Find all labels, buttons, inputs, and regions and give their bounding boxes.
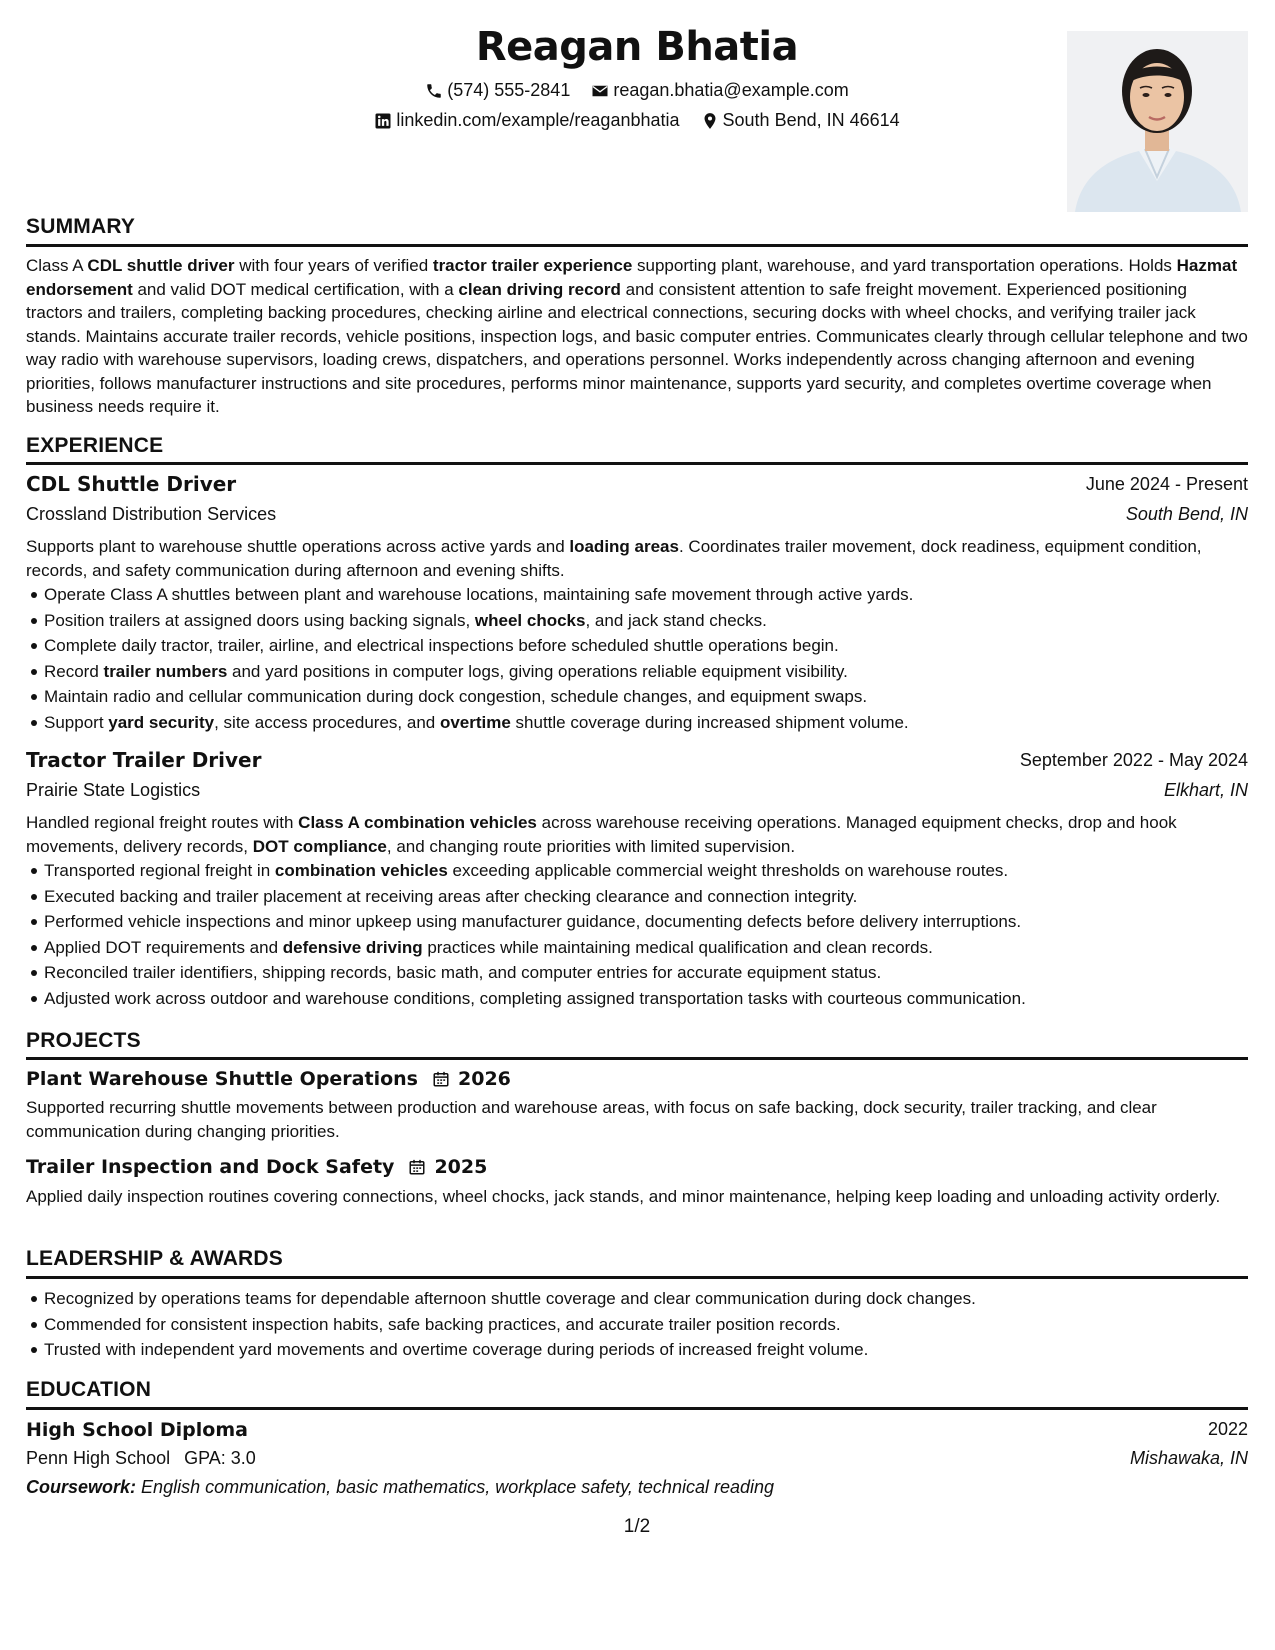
text-run: Executed backing and trailer placement at receiving areas after checking clearance and connection integrity. (44, 886, 858, 906)
emphasis-text: tractor trailer experience (432, 256, 633, 275)
location-contact (701, 110, 900, 131)
text-run: , and changing route priorities with limited supervision. (386, 836, 796, 856)
text-run: and yard positions in computer logs, giving operations reliable equipment visibility. (227, 661, 848, 681)
list-item (44, 960, 1266, 986)
linkedin-text[interactable]: linkedin.com/example/reaganbhatia (396, 110, 680, 130)
leadership-divider (26, 1276, 1248, 1279)
text-run: and consistent attention to safe freight movement. Experienced positioning tractors and trailers, completing backing procedures, checking airline and electrical connections, securing docks with wheel chocks, and verifying trailer jack stands. Maintains accurate trailer records, vehicle positions, inspection logs, and basic computer entries. Communicates clearly through cellular telephone and two way radio with warehouse supervisors, loading crews, dispatchers, and operations personnel. Works independently across changing afternoon and evening priorities, follows manufacturer instructions and site procedures, performs minor maintenance, supports yard security, and completes overtime coverage when business needs require it. (26, 279, 1248, 416)
text-run: Record (44, 661, 104, 681)
text-run: . Coordinates trailer movement, dock readiness, equipment condition, records, and safety communication during afternoon and evening shifts. (26, 537, 1202, 580)
summary-text (26, 254, 1248, 419)
text-run: with four years of verified (234, 256, 433, 275)
summary-divider (26, 244, 1248, 247)
summary-heading: SUMMARY (26, 215, 136, 238)
coursework-label: Coursework: (26, 1477, 137, 1497)
text-run: Support (44, 712, 109, 732)
calendar-icon (408, 1158, 426, 1176)
candidate-name: Reagan Bhatia (475, 24, 799, 70)
linkedin-icon (374, 112, 392, 130)
emphasis-text: wheel chocks (474, 610, 586, 630)
project-description: Applied daily inspection routines covering connections, wheel chocks, jack stands, and minor maintenance, helping keep loading and unloading activity orderly. (26, 1187, 1221, 1206)
page-number: 1/2 (623, 1516, 651, 1537)
text-run: Handled regional freight routes with (26, 813, 299, 832)
project-description: Supported recurring shuttle movements between production and warehouse areas, with focus on safe backing, dock security, trailer tracking, and clear communication during changing priorities. (26, 1098, 1157, 1141)
phone-contact (425, 80, 570, 101)
text-run: Operate Class A shuttles between plant and warehouse locations, maintaining safe movement through active yards. (44, 585, 914, 604)
text-run: practices while maintaining medical qualification and clean records. (422, 937, 933, 957)
profile-photo (1067, 31, 1248, 212)
text-run: Applied DOT requirements and (44, 937, 283, 957)
text-run: shuttle coverage during increased shipment volume. (510, 712, 909, 732)
list-item: Recognized by operations teams for dependable afternoon shuttle coverage and clear communication during dock changes. (44, 1286, 1266, 1312)
emphasis-text: DOT compliance (252, 836, 387, 856)
emphasis-text: loading areas (569, 537, 679, 556)
emphasis-text: Hazmat endorsement (26, 256, 1238, 299)
leadership-heading: LEADERSHIP & AWARDS (26, 1247, 283, 1270)
job-title: CDL Shuttle Driver (26, 472, 237, 496)
emphasis-text: trailer numbers (103, 661, 228, 681)
list-item (44, 884, 1266, 910)
job-description (26, 811, 1248, 858)
emphasis-text: yard security (108, 712, 215, 732)
list-item (44, 858, 1266, 884)
text-run: Position trailers at assigned doors using backing signals, (44, 610, 475, 630)
text-run: Reconciled trailer identifiers, shipping records, basic math, and computer entries for accurate equipment status. (44, 963, 882, 982)
school-location: Mishawaka, IN (1129, 1448, 1248, 1468)
envelope-icon (591, 82, 609, 100)
job-bullet-list (26, 858, 1266, 1011)
email-text[interactable]: reagan.bhatia@example.com (613, 80, 849, 100)
contact-row-2 (26, 110, 1248, 135)
text-run: Maintain radio and cellular communication during dock congestion, schedule changes, and equipment swaps. (44, 687, 868, 706)
list-item: Commended for consistent inspection habits, safe backing practices, and accurate trailer position records. (44, 1312, 1266, 1338)
list-item (44, 659, 1266, 685)
job-location: South Bend, IN (1125, 504, 1248, 524)
list-item (44, 935, 1266, 961)
list-item (44, 909, 1266, 935)
text-run: Transported regional freight in (44, 861, 275, 880)
list-item (44, 582, 1266, 608)
contact-row-1 (26, 80, 1248, 105)
experience-heading: EXPERIENCE (26, 434, 164, 457)
list-item (44, 633, 1266, 659)
list-item (44, 608, 1266, 634)
company-name: Prairie State Logistics (26, 780, 201, 800)
project-name: Plant Warehouse Shuttle Operations (26, 1068, 418, 1090)
graduation-year: 2022 (1207, 1419, 1248, 1439)
coursework-text: English communication, basic mathematics, workplace safety, technical reading (141, 1477, 775, 1497)
text-run: , and jack stand checks. (585, 610, 767, 630)
school-name: Penn High School (26, 1448, 171, 1468)
project-year: 2026 (458, 1068, 511, 1090)
job-location: Elkhart, IN (1163, 780, 1248, 800)
text-run: Class A (26, 256, 88, 275)
phone-icon (425, 82, 443, 100)
job-title: Tractor Trailer Driver (26, 748, 262, 772)
leadership-list (26, 1286, 1266, 1363)
emphasis-text: overtime (439, 712, 511, 732)
text-run: Supports plant to warehouse shuttle operations across active yards and (26, 537, 570, 556)
job-dates: September 2022 - May 2024 (1019, 750, 1248, 770)
location-text: South Bend, IN 46614 (722, 110, 900, 130)
text-run: Complete daily tractor, trailer, airline, and electrical inspections before scheduled shuttle operations begin. (44, 636, 839, 655)
gpa: GPA: 3.0 (184, 1448, 256, 1468)
project-title (26, 1156, 487, 1178)
job-dates: June 2024 - Present (1085, 474, 1248, 494)
text-run: supporting plant, warehouse, and yard transportation operations. Holds (632, 256, 1177, 275)
project-year: 2025 (434, 1156, 488, 1178)
email-contact[interactable] (591, 80, 848, 101)
emphasis-text: combination vehicles (274, 861, 448, 880)
education-heading: EDUCATION (26, 1378, 152, 1401)
profile-photo-image (1067, 31, 1248, 212)
company-name: Crossland Distribution Services (26, 504, 277, 524)
text-run: and valid DOT medical certification, with a (132, 279, 459, 299)
emphasis-text: Class A combination vehicles (298, 813, 537, 832)
calendar-icon (432, 1070, 450, 1088)
text-run: , site access procedures, and (214, 712, 440, 732)
text-run: exceeding applicable commercial weight thresholds on warehouse routes. (447, 861, 1009, 880)
text-run: across warehouse receiving operations. Managed equipment checks, drop and hook movements, delivery records, (26, 813, 1177, 856)
project-name: Trailer Inspection and Dock Safety (26, 1156, 395, 1178)
text-run: Adjusted work across outdoor and warehouse conditions, completing assigned transportation tasks with courteous communication. (44, 988, 1026, 1008)
projects-heading: PROJECTS (26, 1029, 141, 1052)
phone-text: (574) 555-2841 (447, 80, 571, 100)
project-title (26, 1068, 511, 1090)
emphasis-text: clean driving record (458, 279, 621, 299)
job-bullet-list (26, 582, 1266, 735)
school-line (26, 1448, 256, 1469)
list-item (44, 684, 1266, 710)
linkedin-contact[interactable] (374, 110, 679, 131)
list-item (44, 710, 1266, 736)
map-pin-icon (701, 112, 719, 130)
experience-divider (26, 462, 1248, 465)
coursework-line (26, 1477, 774, 1498)
emphasis-text: defensive driving (282, 937, 423, 957)
projects-divider (26, 1057, 1248, 1060)
list-item: Trusted with independent yard movements and overtime coverage during periods of increased freight volume. (44, 1337, 1266, 1363)
job-description (26, 535, 1248, 582)
emphasis-text: CDL shuttle driver (87, 256, 235, 275)
text-run: Performed vehicle inspections and minor upkeep using manufacturer guidance, documenting defects before delivery interruptions. (44, 912, 1022, 931)
list-item (44, 986, 1266, 1012)
resume-page (26, 0, 1248, 1650)
education-divider (26, 1407, 1248, 1410)
degree-title: High School Diploma (26, 1419, 248, 1441)
